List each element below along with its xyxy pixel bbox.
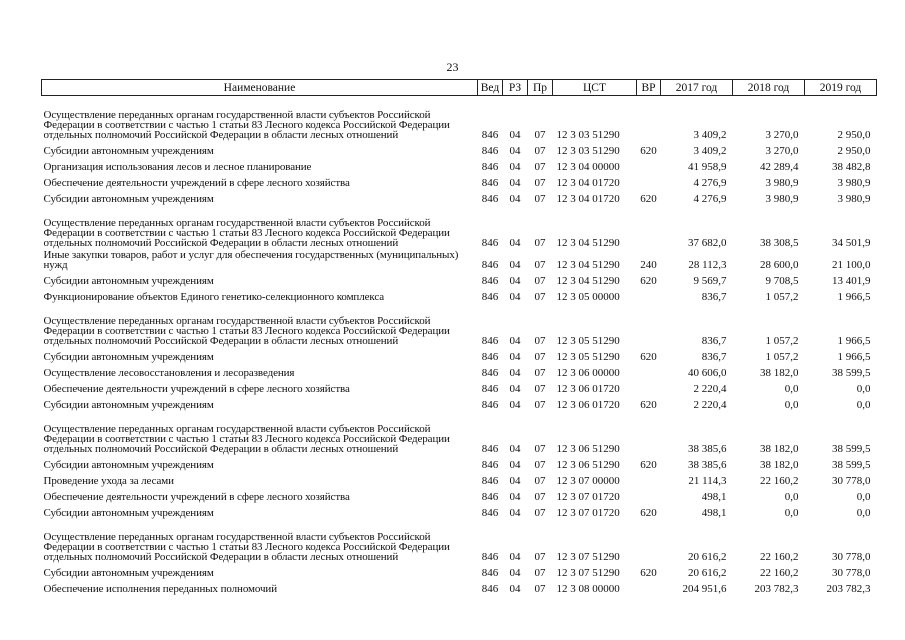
row-rz: 04 [509, 291, 521, 303]
row-cst: 12 3 07 00000 [556, 475, 620, 487]
row-value-2017: 3 409,2 [693, 129, 727, 141]
row-rz: 04 [509, 507, 521, 519]
row-vr [637, 156, 661, 172]
row-cst: 12 3 05 00000 [556, 291, 620, 303]
row-value-2017: 38 385,6 [688, 459, 727, 471]
row-ved: 846 [481, 443, 499, 455]
row-value-2019: 38 599,5 [832, 443, 871, 455]
row-value-2019: 1 966,5 [837, 335, 871, 347]
row-value-2017: 38 385,6 [688, 443, 727, 455]
row-cst: 12 3 05 51290 [556, 351, 620, 363]
row-cst: 12 3 04 00000 [556, 161, 620, 173]
row-name: Субсидии автономным учреждениям [43, 145, 214, 157]
row-rz: 04 [509, 399, 521, 411]
row-vr [637, 578, 661, 594]
row-value-2019: 2 950,0 [837, 129, 871, 141]
row-value-2019: 38 599,5 [832, 367, 871, 379]
row-value-2018: 3 980,9 [765, 177, 799, 189]
table-row [42, 270, 877, 286]
row-vr: 620 [640, 567, 657, 579]
row-value-2019: 1 966,5 [837, 291, 871, 303]
row-name: Проведение ухода за лесами [43, 475, 174, 487]
row-value-2017: 20 616,2 [688, 567, 727, 579]
row-vr [637, 362, 661, 378]
row-cst: 12 3 04 01720 [556, 177, 620, 189]
table-row [42, 470, 877, 486]
row-pr: 07 [534, 459, 546, 471]
row-value-2017: 836,7 [701, 291, 727, 303]
row-value-2018: 3 270,0 [765, 145, 799, 157]
row-rz: 04 [509, 335, 521, 347]
row-value-2018: 0,0 [784, 507, 799, 519]
header-2019: 2019 год [805, 80, 877, 96]
row-cst: 12 3 07 51290 [556, 567, 620, 579]
table-row [42, 502, 877, 518]
row-rz: 04 [509, 491, 521, 503]
row-value-2019: 1 966,5 [837, 351, 871, 363]
row-value-2017: 40 606,0 [688, 367, 727, 379]
row-name: Иные закупки товаров, работ и услуг для обеспечения государственных (муниципальных) нужд [43, 249, 459, 271]
row-pr: 07 [534, 177, 546, 189]
row-vr [637, 302, 661, 346]
row-value-2017: 498,1 [701, 491, 727, 503]
row-pr: 07 [534, 399, 546, 411]
row-name: Организация использования лесов и лесное планирование [43, 161, 312, 173]
row-rz: 04 [509, 193, 521, 205]
row-value-2018: 38 182,0 [760, 459, 799, 471]
page-number: 23 [446, 60, 459, 74]
row-ved: 846 [481, 399, 499, 411]
row-rz: 04 [509, 145, 521, 157]
row-value-2019: 21 100,0 [832, 259, 871, 271]
row-rz: 04 [509, 459, 521, 471]
header-pr: Пр [528, 80, 553, 96]
row-pr: 07 [534, 161, 546, 173]
row-value-2018: 22 160,2 [760, 475, 799, 487]
row-value-2017: 37 682,0 [688, 237, 727, 249]
row-ved: 846 [481, 177, 499, 189]
row-cst: 12 3 07 01720 [556, 491, 620, 503]
row-value-2019: 13 401,9 [832, 275, 871, 287]
row-pr: 07 [534, 259, 546, 271]
row-ved: 846 [481, 367, 499, 379]
row-value-2019: 0,0 [856, 491, 871, 503]
table-row [42, 562, 877, 578]
row-pr: 07 [534, 491, 546, 503]
row-ved: 846 [481, 383, 499, 395]
row-vr: 620 [640, 351, 657, 363]
table-row [42, 394, 877, 410]
row-value-2017: 28 112,3 [688, 259, 727, 271]
row-name: Осуществление переданных органам государственной власти субъектов Российской Федерации в соответствии с частью 1 статьи 83 Лесного кодекса Российской Федерации отдельных полномочий Российской Федерации в области лесных отношений [43, 315, 450, 347]
row-cst: 12 3 04 51290 [556, 237, 620, 249]
table-row [42, 362, 877, 378]
row-name: Осуществление лесовосстановления и лесоразведения [43, 367, 295, 379]
row-name: Обеспечение деятельности учреждений в сфере лесного хозяйства [43, 491, 350, 503]
row-value-2018: 1 057,2 [765, 351, 799, 363]
row-rz: 04 [509, 237, 521, 249]
header-vr: ВР [637, 80, 661, 96]
row-cst: 12 3 07 01720 [556, 507, 620, 519]
budget-table [41, 79, 877, 594]
row-ved: 846 [481, 259, 499, 271]
row-value-2019: 34 501,9 [832, 237, 871, 249]
row-rz: 04 [509, 443, 521, 455]
row-cst: 12 3 08 00000 [556, 583, 620, 595]
row-value-2017: 9 569,7 [693, 275, 727, 287]
row-value-2017: 4 276,9 [693, 177, 727, 189]
table-row [42, 454, 877, 470]
row-value-2017: 4 276,9 [693, 193, 727, 205]
table-row [42, 248, 877, 270]
row-pr: 07 [534, 351, 546, 363]
header-cst: ЦСТ [553, 80, 637, 96]
row-name: Осуществление переданных органам государственной власти субъектов Российской Федерации в соответствии с частью 1 статьи 83 Лесного кодекса Российской Федерации отдельных полномочий Российской Федерации в области лесных отношений [43, 109, 450, 141]
row-value-2018: 9 708,5 [765, 275, 799, 287]
row-value-2017: 836,7 [701, 335, 727, 347]
row-vr: 620 [640, 507, 657, 519]
row-value-2017: 498,1 [701, 507, 727, 519]
row-ved: 846 [481, 161, 499, 173]
row-name: Функционирование объектов Единого генетико-селекционного комплекса [43, 291, 385, 303]
row-value-2017: 41 958,9 [688, 161, 727, 173]
row-value-2019: 0,0 [856, 507, 871, 519]
row-name: Субсидии автономным учреждениям [43, 507, 214, 519]
table-row [42, 156, 877, 172]
row-cst: 12 3 04 01720 [556, 193, 620, 205]
row-pr: 07 [534, 145, 546, 157]
row-pr: 07 [534, 475, 546, 487]
row-rz: 04 [509, 567, 521, 579]
row-value-2019: 38 599,5 [832, 459, 871, 471]
header-2017: 2017 год [661, 80, 733, 96]
table-row [42, 140, 877, 156]
row-name: Субсидии автономным учреждениям [43, 567, 214, 579]
row-cst: 12 3 06 00000 [556, 367, 620, 379]
row-value-2019: 0,0 [856, 399, 871, 411]
table-row [42, 518, 877, 562]
row-cst: 12 3 04 51290 [556, 275, 620, 287]
row-ved: 846 [481, 507, 499, 519]
table-row [42, 486, 877, 502]
row-value-2019: 3 980,9 [837, 193, 871, 205]
row-name: Субсидии автономным учреждениям [43, 459, 214, 471]
row-value-2019: 203 782,3 [826, 583, 871, 595]
header-ved: Вед [478, 80, 503, 96]
row-pr: 07 [534, 583, 546, 595]
row-pr: 07 [534, 367, 546, 379]
table-row [42, 410, 877, 454]
row-vr [637, 470, 661, 486]
row-vr: 620 [640, 275, 657, 287]
row-pr: 07 [534, 193, 546, 205]
row-rz: 04 [509, 351, 521, 363]
row-rz: 04 [509, 551, 521, 563]
row-ved: 846 [481, 275, 499, 287]
row-value-2018: 3 980,9 [765, 193, 799, 205]
row-vr [637, 96, 661, 141]
row-name: Осуществление переданных органам государственной власти субъектов Российской Федерации в соответствии с частью 1 статьи 83 Лесного кодекса Российской Федерации отдельных полномочий Российской Федерации в области лесных отношений [43, 531, 450, 563]
row-value-2019: 30 778,0 [832, 475, 871, 487]
row-cst: 12 3 03 51290 [556, 129, 620, 141]
row-name: Обеспечение деятельности учреждений в сфере лесного хозяйства [43, 383, 350, 395]
row-name: Субсидии автономным учреждениям [43, 193, 214, 205]
row-name: Обеспечение деятельности учреждений в сфере лесного хозяйства [43, 177, 350, 189]
row-value-2018: 22 160,2 [760, 551, 799, 563]
row-pr: 07 [534, 291, 546, 303]
row-ved: 846 [481, 475, 499, 487]
row-name: Обеспечение исполнения переданных полномочий [43, 583, 277, 595]
table-row [42, 96, 877, 141]
row-ved: 846 [481, 237, 499, 249]
row-value-2018: 38 182,0 [760, 367, 799, 379]
row-vr [637, 172, 661, 188]
row-pr: 07 [534, 129, 546, 141]
row-pr: 07 [534, 275, 546, 287]
row-rz: 04 [509, 367, 521, 379]
row-value-2018: 3 270,0 [765, 129, 799, 141]
row-name: Осуществление переданных органам государственной власти субъектов Российской Федерации в соответствии с частью 1 статьи 83 Лесного кодекса Российской Федерации отдельных полномочий Российской Федерации в области лесных отношений [43, 423, 450, 455]
row-value-2018: 0,0 [784, 383, 799, 395]
row-rz: 04 [509, 129, 521, 141]
row-value-2018: 0,0 [784, 491, 799, 503]
row-ved: 846 [481, 193, 499, 205]
row-pr: 07 [534, 335, 546, 347]
row-cst: 12 3 06 51290 [556, 443, 620, 455]
row-cst: 12 3 04 51290 [556, 259, 620, 271]
row-ved: 846 [481, 583, 499, 595]
row-pr: 07 [534, 567, 546, 579]
table-header-row [42, 80, 877, 96]
row-vr: 240 [640, 259, 657, 271]
table-row [42, 378, 877, 394]
table-row [42, 172, 877, 188]
header-rz: РЗ [503, 80, 528, 96]
row-pr: 07 [534, 383, 546, 395]
row-value-2018: 28 600,0 [760, 259, 799, 271]
row-ved: 846 [481, 335, 499, 347]
row-name: Субсидии автономным учреждениям [43, 399, 214, 411]
row-ved: 846 [481, 459, 499, 471]
table-row [42, 188, 877, 204]
row-vr: 620 [640, 399, 657, 411]
table-row [42, 302, 877, 346]
row-cst: 12 3 03 51290 [556, 145, 620, 157]
header-name: Наименование [42, 80, 478, 96]
row-rz: 04 [509, 583, 521, 595]
row-value-2019: 38 482,8 [832, 161, 871, 173]
row-value-2017: 21 114,3 [688, 475, 727, 487]
row-ved: 846 [481, 145, 499, 157]
row-value-2017: 2 220,4 [693, 383, 727, 395]
table-row [42, 204, 877, 248]
row-value-2017: 3 409,2 [693, 145, 727, 157]
row-ved: 846 [481, 351, 499, 363]
row-ved: 846 [481, 567, 499, 579]
row-rz: 04 [509, 161, 521, 173]
row-value-2018: 38 308,5 [760, 237, 799, 249]
row-cst: 12 3 06 51290 [556, 459, 620, 471]
row-pr: 07 [534, 237, 546, 249]
row-pr: 07 [534, 507, 546, 519]
table-row [42, 346, 877, 362]
row-value-2018: 42 289,4 [760, 161, 799, 173]
row-ved: 846 [481, 491, 499, 503]
row-vr [637, 204, 661, 248]
row-cst: 12 3 05 51290 [556, 335, 620, 347]
row-value-2019: 30 778,0 [832, 567, 871, 579]
row-cst: 12 3 06 01720 [556, 399, 620, 411]
row-cst: 12 3 06 01720 [556, 383, 620, 395]
row-value-2017: 20 616,2 [688, 551, 727, 563]
row-rz: 04 [509, 275, 521, 287]
row-vr: 620 [640, 459, 657, 471]
row-rz: 04 [509, 177, 521, 189]
row-name: Субсидии автономным учреждениям [43, 351, 214, 363]
row-value-2017: 836,7 [701, 351, 727, 363]
row-value-2019: 30 778,0 [832, 551, 871, 563]
row-vr [637, 518, 661, 562]
row-value-2018: 0,0 [784, 399, 799, 411]
row-value-2017: 2 220,4 [693, 399, 727, 411]
row-value-2019: 3 980,9 [837, 177, 871, 189]
row-value-2018: 203 782,3 [754, 583, 799, 595]
row-ved: 846 [481, 291, 499, 303]
row-vr: 620 [640, 193, 657, 205]
header-2018: 2018 год [733, 80, 805, 96]
row-name: Субсидии автономным учреждениям [43, 275, 214, 287]
row-rz: 04 [509, 259, 521, 271]
row-pr: 07 [534, 443, 546, 455]
row-value-2019: 0,0 [856, 383, 871, 395]
row-rz: 04 [509, 475, 521, 487]
table-row [42, 578, 877, 594]
row-cst: 12 3 07 51290 [556, 551, 620, 563]
row-pr: 07 [534, 551, 546, 563]
row-value-2018: 38 182,0 [760, 443, 799, 455]
table-row [42, 286, 877, 302]
row-vr: 620 [640, 145, 657, 157]
row-value-2018: 22 160,2 [760, 567, 799, 579]
row-value-2019: 2 950,0 [837, 145, 871, 157]
row-rz: 04 [509, 383, 521, 395]
row-name: Осуществление переданных органам государственной власти субъектов Российской Федерации в соответствии с частью 1 статьи 83 Лесного кодекса Российской Федерации отдельных полномочий Российской Федерации в области лесных отношений [43, 217, 450, 249]
row-vr [637, 378, 661, 394]
row-value-2017: 204 951,6 [682, 583, 727, 595]
row-ved: 846 [481, 551, 499, 563]
row-ved: 846 [481, 129, 499, 141]
row-value-2018: 1 057,2 [765, 291, 799, 303]
row-vr [637, 286, 661, 302]
row-vr [637, 410, 661, 454]
row-vr [637, 486, 661, 502]
row-value-2018: 1 057,2 [765, 335, 799, 347]
